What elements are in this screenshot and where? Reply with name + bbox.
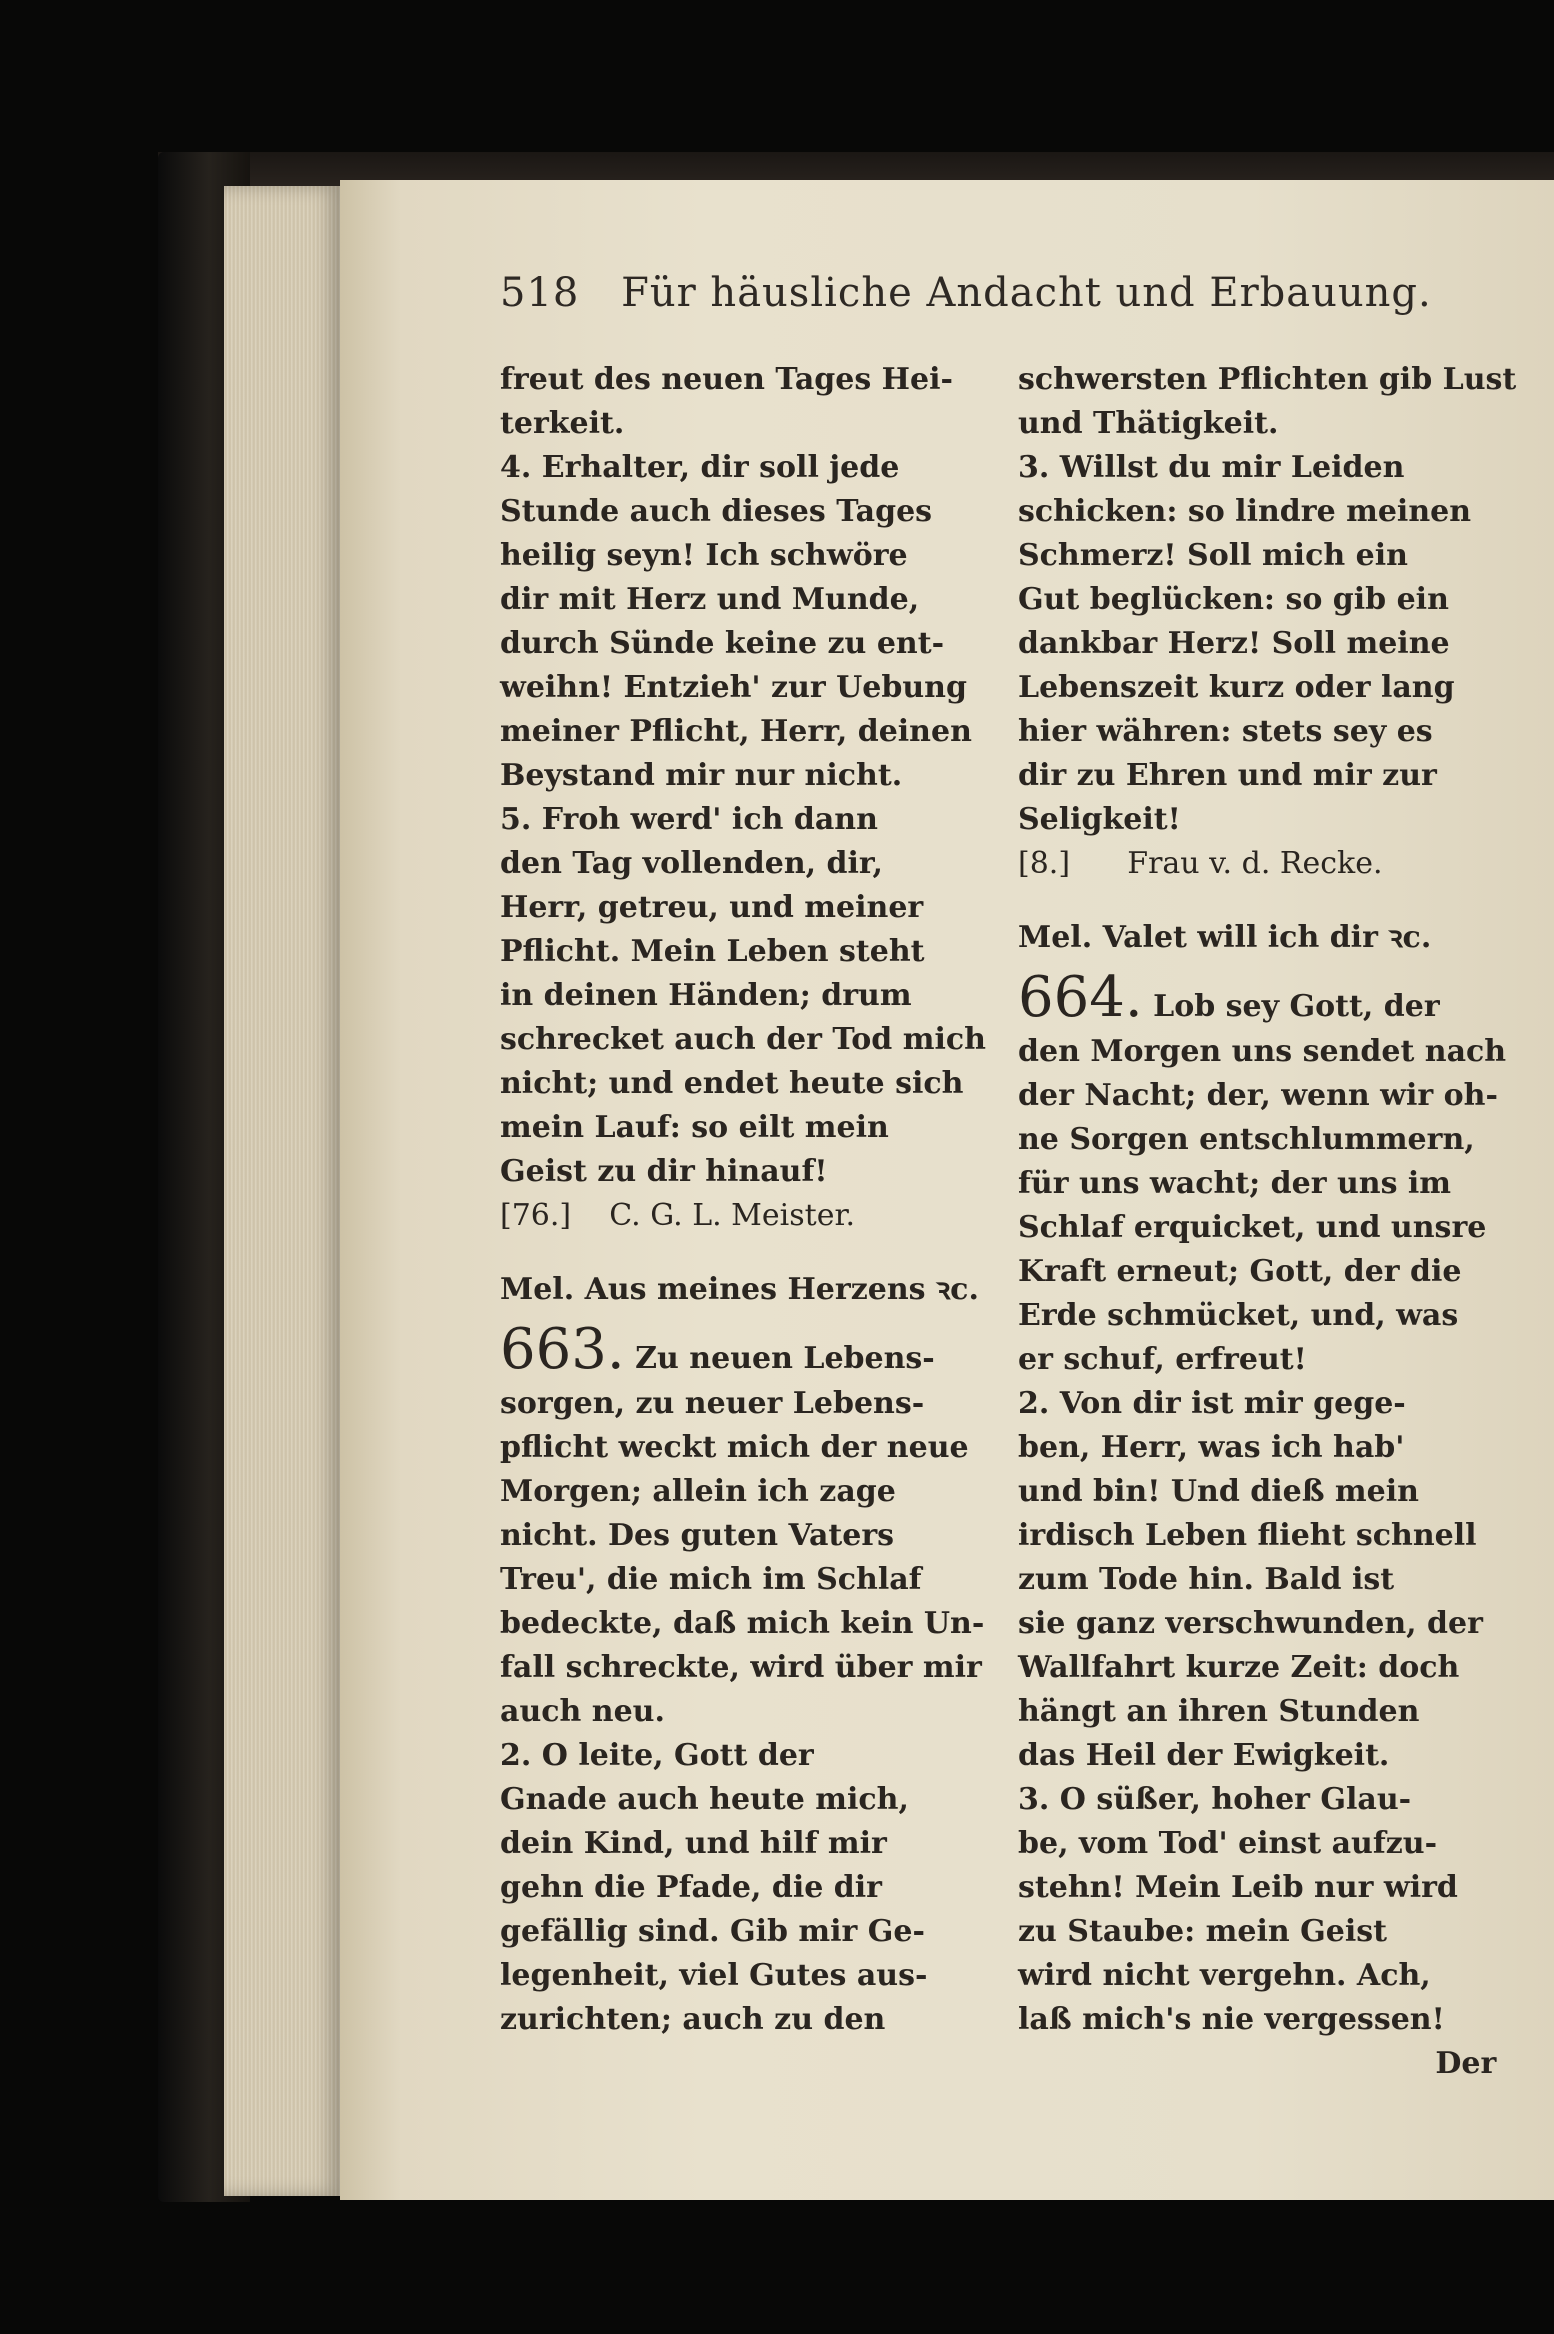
text-line: irdisch Leben flieht schnell <box>1018 1518 1477 1553</box>
text-line: Pflicht. Mein Leben steht <box>500 934 925 969</box>
text-line: legenheit, viel Gutes aus- <box>500 1958 928 1993</box>
text-line: schwersten Pflichten gib Lust <box>1018 362 1517 397</box>
melody-line: Mel. Valet will ich dir ꝛc. <box>1018 920 1432 955</box>
text-line: Wallfahrt kurze Zeit: doch <box>1018 1650 1460 1685</box>
text-line: Kraft erneut; Gott, der die <box>1018 1254 1462 1289</box>
text-line: der Nacht; der, wenn wir oh- <box>1018 1078 1498 1113</box>
text-line: Gut beglücken: so gib ein <box>1018 582 1449 617</box>
text-line: Treu', die mich im Schlaf <box>500 1562 922 1597</box>
page-number: 518 <box>500 270 580 316</box>
text-line: gefällig sind. Gib mir Ge- <box>500 1914 925 1949</box>
text-line: und bin! Und dieß mein <box>1018 1474 1419 1509</box>
text-line: Seligkeit! <box>1018 802 1181 837</box>
text-line: terkeit. <box>500 406 625 441</box>
page-edges <box>224 186 344 2196</box>
text-line: dir mit Herz und Munde, <box>500 582 920 617</box>
text-line: zu Staube: mein Geist <box>1018 1914 1387 1949</box>
text-line: für uns wacht; der uns im <box>1018 1166 1452 1201</box>
text-line: das Heil der Ewigkeit. <box>1018 1738 1390 1773</box>
text-line: freut des neuen Tages Hei- <box>500 362 953 397</box>
text-line: dein Kind, und hilf mir <box>500 1826 887 1861</box>
text-line: zum Tode hin. Bald ist <box>1018 1562 1395 1597</box>
text-line: dankbar Herz! Soll meine <box>1018 626 1450 661</box>
text-line: pflicht weckt mich der neue <box>500 1430 969 1465</box>
text-line: Beystand mir nur nicht. <box>500 758 903 793</box>
right-column <box>1018 358 1516 2086</box>
text-line: heilig seyn! Ich schwöre <box>500 538 908 573</box>
text-line: dir zu Ehren und mir zur <box>1018 758 1437 793</box>
text-line: ben, Herr, was ich hab' <box>1018 1430 1405 1465</box>
text-line: durch Sünde keine zu ent- <box>500 626 945 661</box>
text-line: bedeckte, daß mich kein Un- <box>500 1606 985 1641</box>
text-line: stehn! Mein Leib nur wird <box>1018 1870 1458 1905</box>
melody-line: Mel. Aus meines Herzens ꝛc. <box>500 1272 979 1307</box>
running-title: Für häusliche Andacht und Erbauung. <box>621 270 1432 316</box>
text-line: ne Sorgen entschlummern, <box>1018 1122 1475 1157</box>
hymn-source: [76.] C. G. L. Meister. <box>500 1198 856 1233</box>
text-line: den Morgen uns sendet nach <box>1018 1034 1507 1069</box>
text-line: meiner Pflicht, Herr, deinen <box>500 714 972 749</box>
text-line: 3. O süßer, hoher Glau- <box>1018 1782 1412 1817</box>
text-line: laß mich's nie vergessen! <box>1018 2002 1445 2037</box>
text-line: Herr, getreu, und meiner <box>500 890 924 925</box>
text-line: nicht. Des guten Vaters <box>500 1518 895 1553</box>
page-header <box>500 270 1432 316</box>
text-line: Stunde auch dieses Tages <box>500 494 933 529</box>
hymn-source: [8.] Frau v. d. Recke. <box>1018 846 1383 881</box>
text-line: Schlaf erquicket, und unsre <box>1018 1210 1487 1245</box>
text-line: nicht; und endet heute sich <box>500 1066 964 1101</box>
text-line: sie ganz verschwunden, der <box>1018 1606 1483 1641</box>
hymn-opening <box>500 1317 986 1382</box>
text-line: in deinen Händen; drum <box>500 978 912 1013</box>
text-line: Morgen; allein ich zage <box>500 1474 896 1509</box>
text-line: wird nicht vergehn. Ach, <box>1018 1958 1431 1993</box>
text-line: mein Lauf: so eilt mein <box>500 1110 889 1145</box>
hymn-opening <box>1018 965 1516 1030</box>
text-line: Geist zu dir hinauf! <box>500 1154 828 1189</box>
text-line: be, vom Tod' einst aufzu- <box>1018 1826 1438 1861</box>
text-line: schicken: so lindre meinen <box>1018 494 1472 529</box>
text-line: 3. Willst du mir Leiden <box>1018 450 1405 485</box>
text-line: 5. Froh werd' ich dann <box>500 802 878 837</box>
hymn-number: 663. <box>500 1317 625 1382</box>
text-line: und Thätigkeit. <box>1018 406 1279 441</box>
text-line: auch neu. <box>500 1694 665 1729</box>
text-line: Erde schmücket, und, was <box>1018 1298 1459 1333</box>
text-line: 2. O leite, Gott der <box>500 1738 814 1773</box>
text-line: 2. Von dir ist mir gege- <box>1018 1386 1406 1421</box>
text-line: gehn die Pfade, die dir <box>500 1870 882 1905</box>
hymn-first-line: Lob sey Gott, der <box>1153 989 1440 1024</box>
text-line: sorgen, zu neuer Lebens- <box>500 1386 925 1421</box>
text-line: hängt an ihren Stunden <box>1018 1694 1420 1729</box>
text-line: Gnade auch heute mich, <box>500 1782 909 1817</box>
text-line: er schuf, erfreut! <box>1018 1342 1307 1377</box>
catchword: Der <box>1435 2046 1497 2081</box>
left-column <box>500 358 986 2042</box>
hymn-number: 664. <box>1018 965 1143 1030</box>
text-line: zurichten; auch zu den <box>500 2002 886 2037</box>
text-line: fall schreckte, wird über mir <box>500 1650 982 1685</box>
text-line: hier währen: stets sey es <box>1018 714 1433 749</box>
text-line: Lebenszeit kurz oder lang <box>1018 670 1455 705</box>
text-line: 4. Erhalter, dir soll jede <box>500 450 900 485</box>
text-line: den Tag vollenden, dir, <box>500 846 883 881</box>
text-line: weihn! Entzieh' zur Uebung <box>500 670 967 705</box>
text-line: Schmerz! Soll mich ein <box>1018 538 1408 573</box>
hymn-first-line: Zu neuen Lebens- <box>635 1341 935 1376</box>
text-line: schrecket auch der Tod mich <box>500 1022 986 1057</box>
